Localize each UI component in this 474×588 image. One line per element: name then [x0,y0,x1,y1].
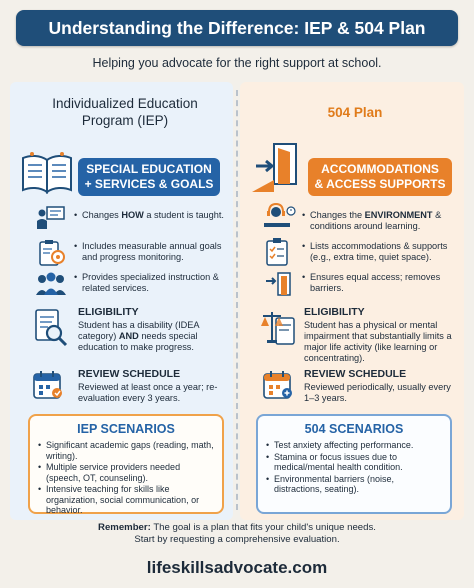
plan504-pill-line2: & ACCESS SUPPORTS [314,177,446,191]
student-headphones-icon [262,203,296,231]
eligibility-text-part: needs special education to make progress. [78,331,198,352]
bullet-text-part: Changes the [310,210,365,220]
bullet-text [82,210,224,221]
group-people-icon [34,271,68,297]
plan504-review-title: REVIEW SCHEDULE [304,368,407,380]
plan504-eligibility-title: ELIGIBILITY [304,306,365,318]
bullet-text-part: & conditions around learning. [310,210,442,231]
bullet-dot: • [302,210,306,220]
bullet-dot: • [38,462,42,472]
iep-pill [78,158,220,196]
iep-heading [20,95,230,129]
magnifier-document-icon [32,308,68,348]
bullet-text: Ensures equal access; removes barriers. [310,272,441,293]
list-item [38,440,216,461]
footer-line2: Start by requesting a comprehensive evaluation. [134,534,340,545]
plan504-eligibility-body: Student has a physical or mental impairment that substantially limits a major life activity (like learning or concentrating). [304,320,452,363]
ramp-door-icon [264,271,292,297]
list-item [38,462,216,483]
bullet-dot: • [74,272,78,282]
list-item [266,440,444,451]
bullet-text [310,210,452,232]
door-arrow-icon [250,140,304,196]
eligibility-text-emphasis: AND [118,331,139,341]
iep-bullet-list [74,210,224,300]
scenario-text: Significant academic gaps (reading, math, writing). [46,440,214,461]
scales-document-icon [260,308,298,348]
bullet-dot: • [266,473,270,484]
bullet-dot: • [74,241,78,251]
iep-heading-line1: Individualized Education [52,96,198,111]
scenario-text: Stamina or focus issues due to medical/mental health condition. [274,451,403,472]
open-book-icon [20,150,74,198]
plan504-pill [308,158,452,196]
iep-eligibility-title: ELIGIBILITY [78,306,139,318]
iep-pill-line1: SPECIAL EDUCATION [86,162,212,176]
plan504-review-body: Reviewed periodically, usually every 1–3 years. [304,382,451,403]
plan504-scenarios-box [256,414,452,514]
calendar-icon [262,369,294,401]
bullet-dot: • [266,440,270,450]
bullet-text: Provides specialized instruction & related services. [82,272,219,293]
plan504-heading: 504 Plan [327,105,383,120]
bullet-text-part: Changes [82,210,122,220]
bullet-text: Includes measurable annual goals and progress monitoring. [82,241,222,262]
scenario-text: Environmental barriers (noise, distractions, seating). [274,473,395,494]
bullet-dot: • [302,272,306,282]
subtitle: Helping you advocate for the right support at school. [92,56,382,70]
iep-scenarios-list [38,440,216,517]
list-item [38,484,216,516]
iep-heading-line2: Program (IEP) [81,113,169,128]
scenario-text: Test anxiety affecting performance. [274,440,414,450]
bullet-text-emphasis: HOW [121,210,144,220]
bullet-text-part: a student is taught. [143,210,224,220]
bullet-dot: • [38,440,42,450]
remember-text: The goal is a plan that fits your child's unique needs. [150,522,376,533]
column-divider [236,90,238,510]
scenario-text: Intensive teaching for skills like organization, social communication, or behavior. [46,484,200,515]
bullet-dot: • [38,484,42,494]
bullet-dot: • [302,241,306,251]
bullet-text-emphasis: ENVIRONMENT [364,210,433,220]
eligibility-text-part: Student has a disability (IDEA category) [78,320,200,341]
scenario-text: Multiple service providers needed (speech, OT, counseling). [46,462,181,483]
bullet-text: Lists accommodations & supports (e.g., extra time, quiet space). [310,241,448,262]
iep-eligibility-body [78,320,226,353]
plan504-bullet-list [302,210,452,300]
footer-note [0,522,474,546]
iep-scenarios-box [28,414,224,514]
plan504-pill-line1: ACCOMMODATIONS [321,162,439,176]
bullet-dot: • [266,451,270,462]
list-item [266,474,444,495]
page-title: Understanding the Difference: IEP & 504 Plan [48,17,426,38]
checklist-clipboard-icon [264,237,292,267]
plan504-scenarios-title: 504 SCENARIOS [304,422,404,436]
title-banner [16,10,458,46]
footer-line1 [0,522,474,534]
plan504-scenarios-list [266,440,444,496]
calendar-icon [32,369,64,401]
list-item [266,452,444,473]
clipboard-goals-icon [36,239,66,267]
site-url[interactable]: lifeskillsadvocate.com [146,558,328,577]
iep-review-body: Reviewed at least once a year; re-evaluation every 3 years. [78,382,218,403]
iep-review-title: REVIEW SCHEDULE [78,368,181,380]
iep-pill-line2: + SERVICES & GOALS [84,177,214,191]
remember-label: Remember: [98,522,151,533]
bullet-dot: • [74,210,78,220]
teacher-board-icon [36,205,66,231]
iep-scenarios-title: IEP SCENARIOS [77,422,175,436]
